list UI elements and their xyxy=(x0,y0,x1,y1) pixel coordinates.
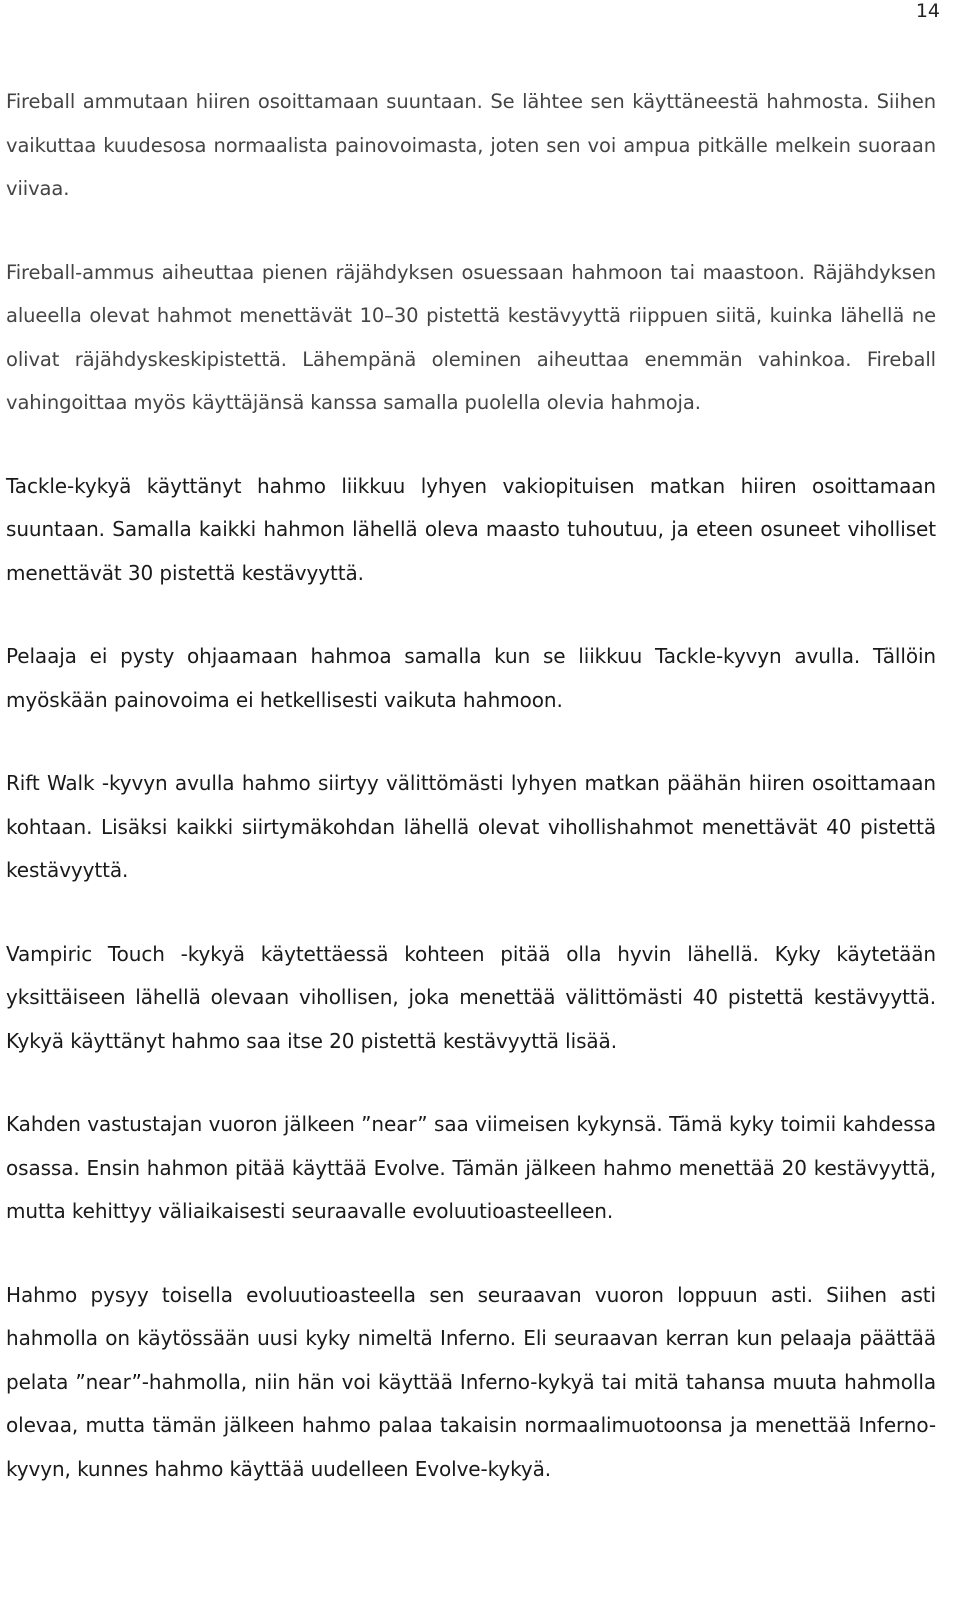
paragraph-evolve: Kahden vastustajan vuoron jälkeen ”near” saa viimeisen kykynsä. Tämä kyky toimii kahdessa osassa. Ensin hahmon pitää käyttää Evolve. Tämän jälkeen hahmo menettää 20 kestävyyttä, mutta kehittyy väliaikaisesti seuraavalle evoluutioasteelleen. xyxy=(6,1112,936,1223)
paragraph-fireball-intro: Fireball ammutaan hiiren osoittamaan suuntaan. Se lähtee sen käyttäneestä hahmosta. Siihen vaikuttaa kuudesosa normaalista painovoimasta, joten sen voi ampua pitkälle melkein suoraan viivaa. xyxy=(6,90,936,200)
paragraph-tackle-control: Pelaaja ei pysty ohjaamaan hahmoa samalla kun se liikkuu Tackle-kyvyn avulla. Tällöin myöskään painovoima ei hetkellisesti vaikuta hahmoon. xyxy=(6,644,936,712)
paragraph-tackle: Tackle-kykyä käyttänyt hahmo liikkuu lyhyen vakiopituisen matkan hiiren osoittamaan suuntaan. Samalla kaikki hahmon lähellä oleva maasto tuhoutuu, ja eteen osuneet viholliset menettävät 30 pistettä kestävyyttä. xyxy=(6,473,936,585)
paragraph-rift-walk: Rift Walk -kyvyn avulla hahmo siirtyy välittömästi lyhyen matkan päähän hiiren osoittamaan kohtaan. Lisäksi kaikki siirtymäkohdan lähellä olevat vihollishahmot menettävät 40 pistettä kestävyyttä. xyxy=(6,771,936,882)
paragraph-inferno: Hahmo pysyy toisella evoluutioasteella sen seuraavan vuoron loppuun asti. Siihen asti hahmolla on käytössään uusi kyky nimeltä Inferno. Eli seuraavan kerran kun pelaaja päättää pelata ”near”-hahmolla, niin hän voi käyttää Inferno-kykyä tai mitä tahansa muuta hahmolla olevaa, mutta tämän jälkeen hahmo palaa takaisin normaalimuotoonsa ja menettää Inferno-kyvyn, kunnes hahmo käyttää uudelleen Evolve-kykyä. xyxy=(6,1282,936,1481)
paragraph-fireball-explosion: Fireball-ammus aiheuttaa pienen räjähdyksen osuessaan hahmoon tai maastoon. Räjähdyksen alueella olevat hahmot menettävät 10–30 pistettä kestävyyttä riippuen siitä, kuinka lähellä ne olivat räjähdyskeskipistettä. Lähempänä oleminen aiheuttaa enemmän vahinkoa. Fireball vahingoittaa myös käyttäjänsä kanssa samalla puolella olevia hahmoja. xyxy=(6,260,936,414)
paragraph-vampiric-touch: Vampiric Touch -kykyä käytettäessä kohteen pitää olla hyvin lähellä. Kyky käytetään yksittäiseen lähellä olevaan vihollisen, joka menettää välittömästi 40 pistettä kestävyyttä. Kykyä käyttänyt hahmo saa itse 20 pistettä kestävyyttä lisää. xyxy=(6,941,936,1053)
page-number: 14 xyxy=(915,0,940,22)
body-text xyxy=(6,80,936,1531)
